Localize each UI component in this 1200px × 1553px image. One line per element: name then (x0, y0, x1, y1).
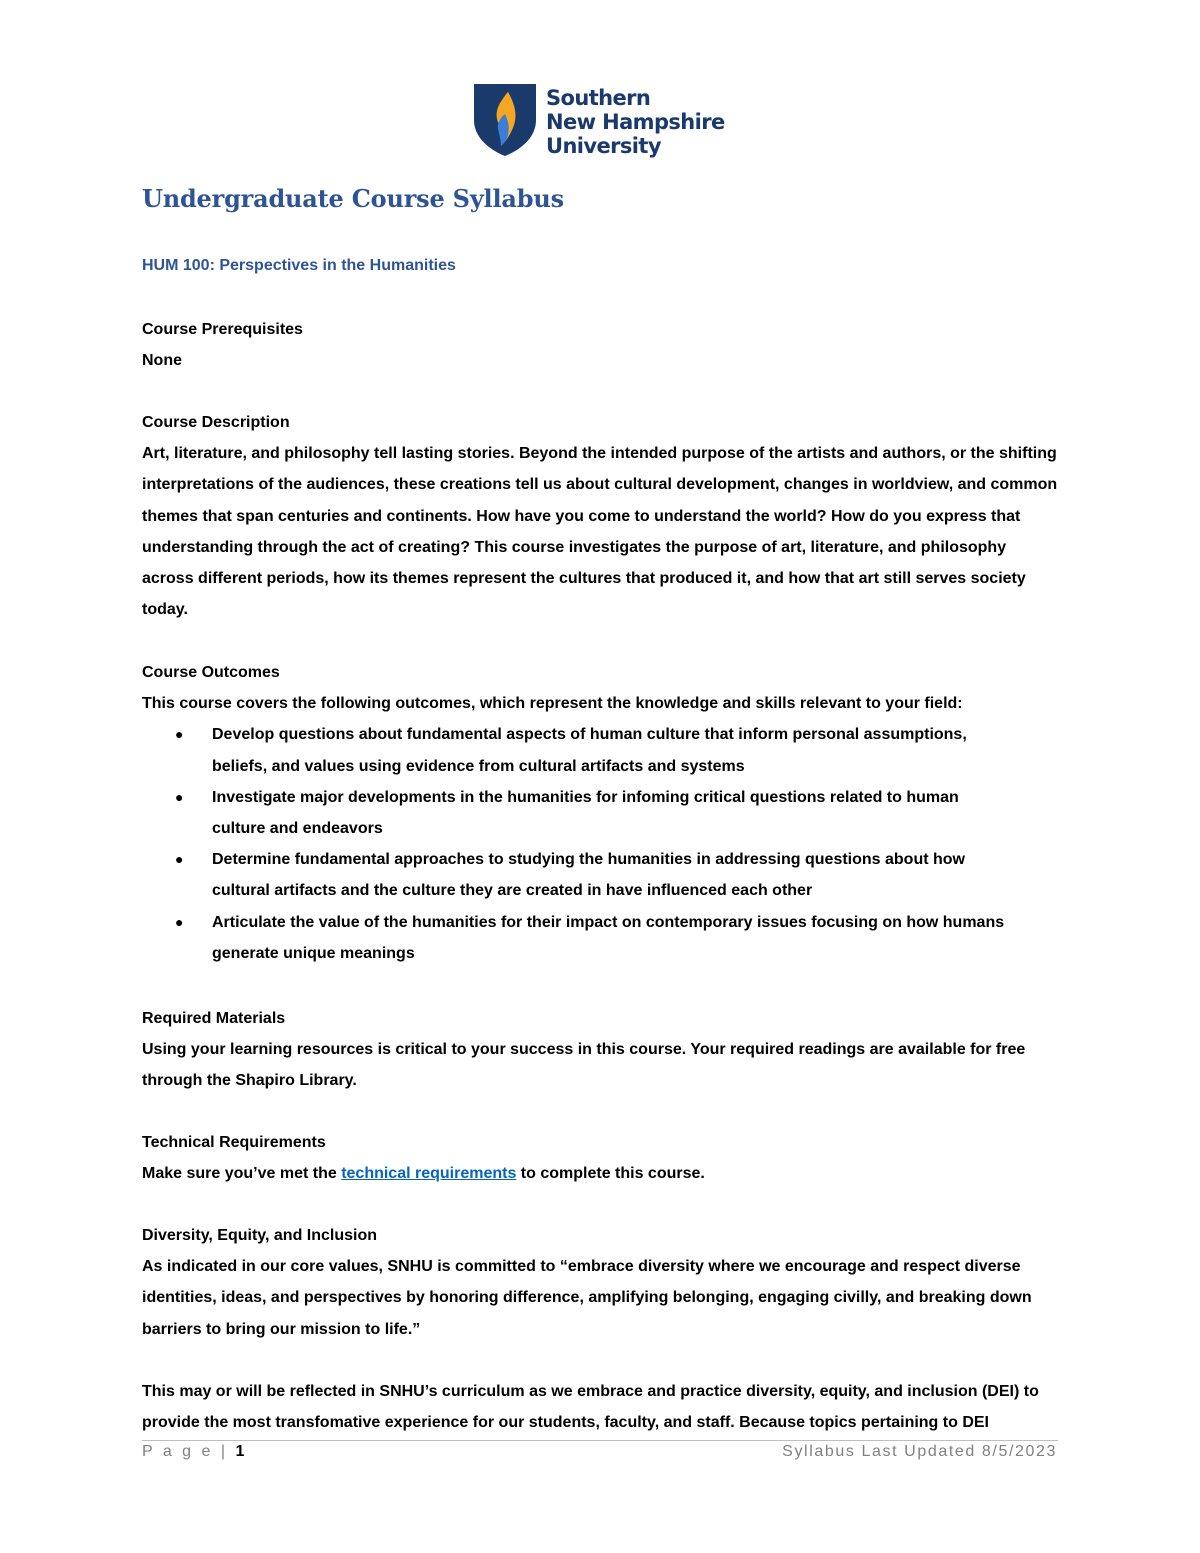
outcomes-heading: Course Outcomes (142, 664, 280, 681)
technical-heading: Technical Requirements (142, 1134, 326, 1151)
dei-paragraph-2: This may or will be reflected in SNHU’s curriculum as we embrace and practice diversity, equity, and inclusion (DEI) to provide the most transfomative experience for our students, faculty, and staff. Because topics pertaining to DEI (142, 1382, 1039, 1432)
outcome-text: Determine fundamental approaches to studying the humanities in addressing questions about how cultural artifacts and the culture they are created in have influenced each other (212, 851, 965, 900)
outcome-text: Develop questions about fundamental aspects of human culture that inform personal assumptions, beliefs, and values using evidence from cultural artifacts and systems (212, 726, 967, 775)
bullet-icon: ● (175, 913, 184, 930)
page-number (142, 1443, 247, 1461)
materials-heading: Required Materials (142, 1010, 286, 1027)
bullet-icon: ● (175, 851, 184, 868)
course-code: HUM 100: Perspectives in the Humanities (142, 257, 456, 274)
technical-section (142, 1127, 1067, 1189)
materials-section (142, 1003, 1067, 1097)
dei-paragraph-1: As indicated in our core values, SNHU is committed to “embrace diversity where we encourage and respect diverse identities, ideas, and perspectives by honoring difference, amplifying belonging, engaging civilly, and breaking down barriers to bring our mission to life.” (142, 1258, 1032, 1338)
dei-heading: Diversity, Equity, and Inclusion (142, 1227, 378, 1244)
technical-text-before: Make sure you’ve met the (142, 1165, 342, 1183)
prerequisites-heading: Course Prerequisites (142, 321, 303, 338)
outcome-text: Articulate the value of the humanities for their impact on contemporary issues focusing on how humans generate unique meanings (212, 913, 1005, 962)
materials-text: Using your learning resources is critical to your success in this course. Your required readings are available for free through the Shapiro Library. (142, 1041, 1026, 1090)
prerequisites-text: None (142, 352, 182, 370)
page-title: Undergraduate Course Syllabus (142, 184, 564, 213)
list-item (142, 844, 1067, 906)
shield-flame-icon (474, 84, 536, 156)
description-heading: Course Description (142, 414, 290, 431)
page-number-value: 1 (235, 1443, 248, 1460)
outcomes-section (142, 657, 1067, 969)
technical-requirements-link[interactable]: technical requirements (341, 1165, 517, 1183)
description-section (142, 407, 1067, 625)
prerequisites-section (142, 314, 1067, 376)
footer-divider (142, 1440, 1058, 1441)
technical-text (142, 1158, 1067, 1189)
outcomes-intro: This course covers the following outcomes, which represent the knowledge and skills relevant to your field: (142, 695, 963, 713)
list-item (142, 907, 1067, 969)
snhu-logo (474, 84, 734, 160)
dei-section (142, 1220, 1067, 1438)
bullet-icon: ● (175, 788, 184, 805)
logo-line-1: Southern (546, 86, 651, 110)
outcomes-list (142, 719, 1067, 969)
last-updated: Syllabus Last Updated 8/5/2023 (782, 1443, 1057, 1460)
list-item (142, 719, 1067, 781)
university-name (546, 86, 725, 158)
technical-text-after: to complete this course. (516, 1165, 705, 1183)
logo-line-3: University (546, 134, 661, 158)
page-label: P a g e | (142, 1443, 236, 1460)
outcome-text: Investigate major developments in the humanities for infoming critical questions related to human culture and endeavors (212, 788, 959, 838)
logo-line-2: New Hampshire (546, 110, 725, 134)
bullet-icon: ● (175, 726, 184, 743)
list-item (142, 782, 1067, 844)
description-text: Art, literature, and philosophy tell lasting stories. Beyond the intended purpose of the artists and authors, or the shifting interpretations of the audiences, these creations tell us about cultural development, changes in worldview, and common themes that span centuries and continents. How have you come to understand the world? How do you express that understanding through the act of creating? This course investigates the purpose of art, literature, and philosophy across different periods, how its themes represent the cultures that produced it, and how that art still serves society today. (142, 445, 1058, 619)
